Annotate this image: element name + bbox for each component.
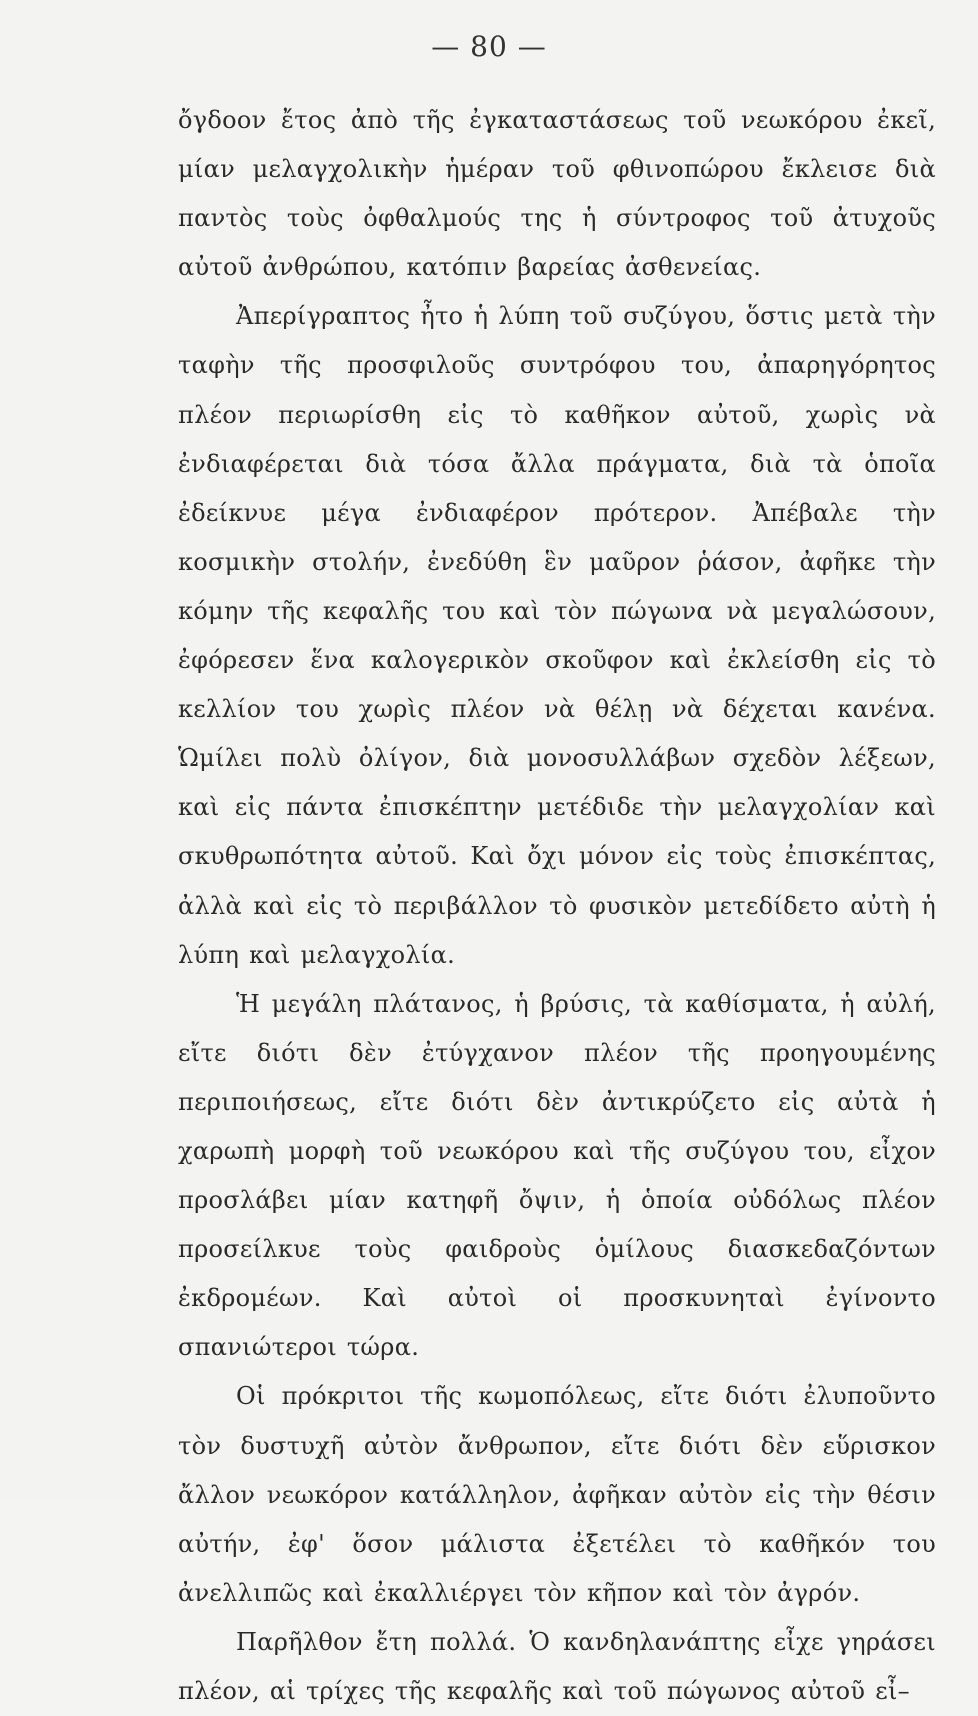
paragraph-4: Οἱ πρόκριτοι τῆς κωμοπόλεως, εἴτε διότι ἐλυποῦντο τὸν δυστυχῆ αὐτὸν ἄνθρωπον, εἴτε διότι δὲν εὕρισκον ἄλλον νεωκόρον κατάλληλον, ἀφῆκαν αὐτὸν εἰς τὴν θέσιν αὐτήν, ἐφ' ὅσον μάλιστα ἐξετέλει τὸ καθῆκόν του ἀνελλιπῶς καὶ ἐκαλλιέργει τὸν κῆπον καὶ τὸν ἀγρόν. (178, 1382, 936, 1607)
body-text (178, 96, 936, 1716)
paragraph-1: ὄγδοον ἔτος ἀπὸ τῆς ἐγκαταστάσεως τοῦ νεωκόρου ἐκεῖ, μίαν μελαγχολικὴν ἡμέραν τοῦ φθινοπώρου ἔκλεισε διὰ παντὸς τοὺς ὀφθαλμούς της ἡ σύντροφος τοῦ ἀτυχοῦς αὐτοῦ ἀνθρώπου, κατόπιν βαρείας ἀσθενείας. (178, 106, 936, 282)
paragraph-2: Ἀπερίγραπτος ἦτο ἡ λύπη τοῦ συζύγου, ὅστις μετὰ τὴν ταφὴν τῆς προσφιλοῦς συντρόφου του, ἀπαρηγόρητος πλέον περιωρίσθη εἰς τὸ καθῆκον αὐτοῦ, χωρὶς νὰ ἐνδιαφέρεται διὰ τόσα ἄλλα πράγματα, διὰ τὰ ὁποῖα ἐδείκνυε μέγα ἐνδιαφέρον πρότερον. Ἀπέβαλε τὴν κοσμικὴν στολήν, ἐνεδύθη ἓν μαῦρον ῥάσον, ἀφῆκε τὴν κόμην τῆς κεφαλῆς του καὶ τὸν πώγωνα νὰ μεγαλώσουν, ἐφόρεσεν ἕνα καλογερικὸν σκοῦφον καὶ ἐκλείσθη εἰς τὸ κελλίον του χωρὶς πλέον νὰ θέλῃ νὰ δέχεται κανένα. Ὡμίλει πολὺ ὀλίγον, διὰ μονοσυλλάβων σχεδὸν λέξεων, καὶ εἰς πάντα ἐπισκέπτην μετέδιδε τὴν μελαγχολίαν καὶ σκυθρωπότητα αὐτοῦ. Καὶ ὄχι μόνον εἰς τοὺς ἐπισκέπτας, ἀλλὰ καὶ εἰς τὸ περιβάλλον τὸ φυσικὸν μετεδίδετο αὐτὴ ἡ λύπη καὶ μελαγχολία. (178, 302, 936, 969)
paragraph-5: Παρῆλθον ἔτη πολλά. Ὁ κανδηλανάπτης εἶχε γηράσει πλέον, αἱ τρίχες τῆς κεφαλῆς καὶ τοῦ πώγωνος αὐτοῦ εἶ– (178, 1627, 936, 1705)
paragraph-3: Ἡ μεγάλη πλάτανος, ἡ βρύσις, τὰ καθίσματα, ἡ αὐλή, εἴτε διότι δὲν ἐτύγχανον πλέον τῆς προηγουμένης περιποιήσεως, εἴτε διότι δὲν ἀντικρύζετο εἰς αὐτὰ ἡ χαρωπὴ μορφὴ τοῦ νεωκόρου καὶ τῆς συζύγου του, εἶχον προσλάβει μίαν κατηφῆ ὄψιν, ἡ ὁποία οὐδόλως πλέον προσείλκυε τοὺς φαιδροὺς ὁμίλους διασκεδαζόντων ἐκδρομέων. Καὶ αὐτοὶ οἱ προσκυνηταὶ ἐγίνοντο σπανιώτεροι τώρα. (178, 989, 936, 1362)
page-number: — 80 — (431, 30, 547, 63)
